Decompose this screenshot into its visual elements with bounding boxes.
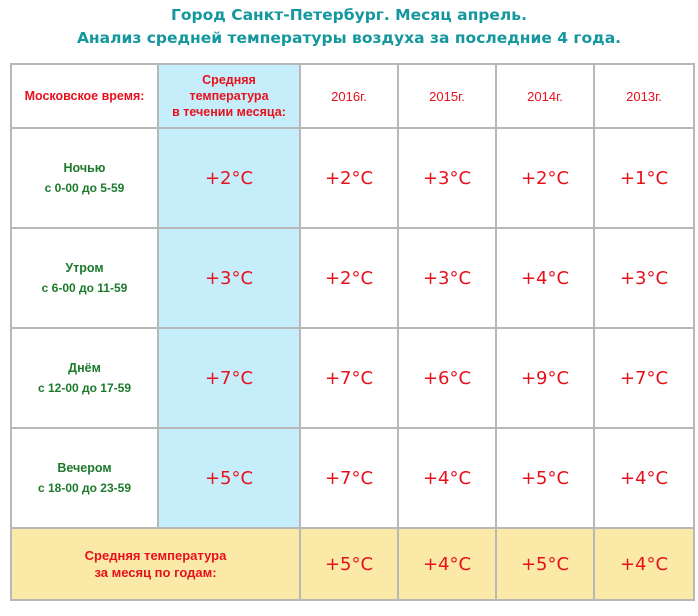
page-title [0,4,698,50]
header-year-2014: 2014г. [496,64,594,128]
table-row-evening [11,428,694,528]
table-footer-row [11,528,694,600]
time-period-cell [11,328,158,428]
yearly-avg-cell [300,528,398,600]
yearly-avg-cell [398,528,496,600]
title-line-2: Анализ средней температуры воздуха за последние 4 года. [76,29,622,47]
avg-temp-cell [158,128,300,228]
temp-value: +2°С [324,167,374,189]
table-row-day [11,328,694,428]
temp-cell [594,328,694,428]
yearly-avg-value: +4°С [619,553,669,575]
avg-temp-cell [158,228,300,328]
temp-cell [300,228,398,328]
temp-value: +3°С [619,267,669,289]
temp-value: +7°С [619,367,669,389]
temp-cell [496,228,594,328]
header-avg-label [158,64,300,128]
header-year-2013: 2013г. [594,64,694,128]
time-period-range: с 18-00 до 23-59 [37,481,131,495]
footer-label-line: Средняя температура [84,548,227,563]
temp-value: +6°С [422,367,472,389]
avg-temp-cell [158,428,300,528]
avg-temp-value: +5°С [204,467,254,489]
temp-cell [398,428,496,528]
header-year-2016: 2016г. [300,64,398,128]
avg-temp-value: +2°С [204,167,254,189]
temp-cell [300,428,398,528]
table-row-night [11,128,694,228]
avg-temp-value: +3°С [204,267,254,289]
temp-value: +4°С [520,267,570,289]
header-avg-line: температура [189,89,269,103]
time-period-name: Ночью [63,161,106,175]
time-period-range: с 6-00 до 11-59 [41,281,128,295]
header-year-2015: 2015г. [398,64,496,128]
temp-cell [300,328,398,428]
time-period-range: с 0-00 до 5-59 [44,181,125,195]
yearly-avg-cell [496,528,594,600]
temp-value: +3°С [422,267,472,289]
time-period-name: Утром [65,261,104,275]
time-period-cell [11,228,158,328]
temp-value: +1°С [619,167,669,189]
footer-label [11,528,300,600]
temp-cell [496,128,594,228]
temp-cell [594,128,694,228]
temp-cell [496,428,594,528]
header-avg-line: Средняя [202,73,256,87]
yearly-avg-value: +5°С [324,553,374,575]
temp-value: +5°С [520,467,570,489]
temp-cell [398,328,496,428]
temp-cell [398,228,496,328]
time-period-cell [11,128,158,228]
yearly-avg-cell [594,528,694,600]
temp-value: +3°С [422,167,472,189]
temp-cell [398,128,496,228]
avg-temp-value: +7°С [204,367,254,389]
yearly-avg-value: +5°С [520,553,570,575]
time-period-name: Днём [68,361,101,375]
temp-cell [594,228,694,328]
time-period-range: с 12-00 до 17-59 [37,381,131,395]
header-avg-line: в течении месяца: [172,105,286,119]
temp-value: +2°С [520,167,570,189]
time-period-name: Вечером [57,461,112,475]
temp-value: +7°С [324,467,374,489]
temp-value: +4°С [422,467,472,489]
temp-cell [496,328,594,428]
temp-value: +7°С [324,367,374,389]
temp-value: +4°С [619,467,669,489]
table-header-row [11,64,694,128]
footer-label-line: за месяц по годам: [94,565,217,580]
temp-value: +9°С [520,367,570,389]
temperature-table [10,63,695,601]
title-line-1: Город Санкт-Петербург. Месяц апрель. [171,6,527,24]
time-period-cell [11,428,158,528]
temp-cell [594,428,694,528]
temp-cell [300,128,398,228]
yearly-avg-value: +4°С [422,553,472,575]
table-row-morning [11,228,694,328]
header-time-label: Московское время: [11,64,158,128]
avg-temp-cell [158,328,300,428]
temp-value: +2°С [324,267,374,289]
